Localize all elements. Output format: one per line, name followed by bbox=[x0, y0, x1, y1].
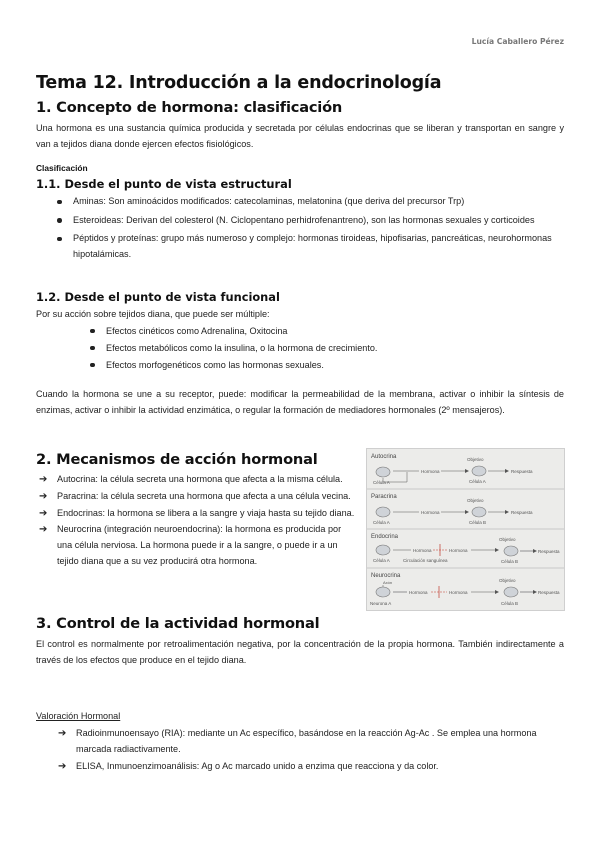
clasificacion-label: Clasificación bbox=[36, 163, 88, 173]
cell-label: Neurona A bbox=[370, 601, 392, 606]
list-item: Efectos cinéticos como Adrenalina, Oxitocina bbox=[88, 323, 558, 340]
section1-heading: 1. Concepto de hormona: clasificación bbox=[36, 99, 343, 116]
hormone-label: Hormona bbox=[409, 590, 428, 595]
arrow-icon: ➔ bbox=[58, 728, 67, 739]
valoracion-label: Valoración Hormonal bbox=[36, 711, 121, 721]
sub2-list bbox=[88, 323, 558, 374]
effect-label: Respuesta bbox=[538, 549, 560, 554]
author-header: Lucía Caballero Pérez bbox=[471, 37, 564, 46]
svg-text:Hormona: Hormona bbox=[449, 590, 468, 595]
transport-label: Circulación sanguínea bbox=[403, 558, 448, 563]
effect-label: Respuesta bbox=[511, 510, 533, 515]
list-item: ➔ Neurocrina (integración neuroendocrina): la hormona es producida por una célula nerviosa. La hormona puede ir a la sangre, o puede ir a un tejido diana que a su vez producirá otra hormona. bbox=[39, 524, 342, 566]
list-item: Efectos morfogenéticos como las hormonas sexuales. bbox=[88, 357, 558, 374]
section2-heading: 2. Mecanismos de acción hormonal bbox=[36, 451, 318, 468]
hormone-label: Hormona bbox=[421, 510, 440, 515]
panel-neurocrina bbox=[370, 573, 560, 606]
target-label: Objetivo bbox=[467, 498, 484, 503]
section3-intro: El control es normalmente por retroalimentación negativa, por la concentración de la propia hormona. También indirectamente a través de los efectos que produce en el tejido diana. bbox=[36, 639, 564, 665]
target-cell: Célula B bbox=[501, 559, 519, 564]
target-label: Objetivo bbox=[467, 457, 484, 462]
panel-paracrina bbox=[371, 494, 533, 525]
panel-title: Endocrina bbox=[371, 534, 399, 540]
arrow-icon: ➔ bbox=[39, 474, 48, 485]
sub1-list bbox=[55, 194, 565, 262]
target-label: Objetivo bbox=[499, 578, 516, 583]
list-item: Efectos metabólicos como la insulina, o la hormona de crecimiento. bbox=[88, 340, 558, 357]
section2-list bbox=[36, 472, 358, 570]
list-item: ➔ Radioinmunoensayo (RIA): mediante un Ac específico, basándose en la reacción Ag-Ac . Se emplea una hormona marcada radiactivamente. bbox=[58, 728, 537, 754]
stimulus-label: Axón bbox=[383, 580, 393, 585]
effect-label: Respuesta bbox=[511, 469, 533, 474]
svg-text:Hormona: Hormona bbox=[449, 548, 468, 553]
hormone-label: Hormona bbox=[413, 548, 432, 553]
cell-label: Célula A bbox=[373, 558, 390, 563]
mechanisms-diagram bbox=[366, 448, 565, 611]
arrow-icon: ➔ bbox=[39, 490, 48, 502]
sub2-intro: Por su acción sobre tejidos diana, que puede ser múltiple: bbox=[36, 309, 270, 319]
sub1-heading: 1.1. Desde el punto de vista estructural bbox=[36, 177, 292, 191]
arrow-icon: ➔ bbox=[39, 507, 48, 519]
sub2-heading: 1.2. Desde el punto de vista funcional bbox=[36, 290, 280, 304]
panel-title: Autocrina bbox=[371, 454, 397, 460]
cell-label: Célula A bbox=[373, 520, 390, 525]
arrow-icon: ➔ bbox=[39, 524, 48, 536]
panel-title: Neurocrina bbox=[371, 573, 401, 579]
list-item: ➔ Autocrina: la célula secreta una hormona que afecta a la misma célula. bbox=[36, 472, 358, 488]
sub2-closing: Cuando la hormona se une a su receptor, puede: modificar la permeabilidad de la membrana, activar o inhibir la síntesis de enzimas, activar o inhibir la actividad enzimática, o regular la formación de mediadores hormonales (2º mensajeros). bbox=[36, 389, 564, 415]
effect-label: Respuesta bbox=[538, 590, 560, 595]
arrow-icon: ➔ bbox=[58, 760, 67, 772]
panel-autocrina bbox=[371, 454, 533, 485]
section3-heading: 3. Control de la actividad hormonal bbox=[36, 615, 320, 632]
list-item: Péptidos y proteínas: grupo más numeroso y complejo: hormonas tiroideas, hipofisarias, pancreáticas, neurohormonas hipotalámicas. bbox=[55, 231, 565, 262]
list-item: Esteroideas: Derivan del colesterol (N. Ciclopentano perhidrofenantreno), son las hormonas sexuales y corticoides bbox=[55, 213, 565, 229]
section1-intro: Una hormona es una sustancia química producida y secretada por células endocrinas que se liberan y transportan en sangre y van a tejidos diana donde ejercen efectos fisiológicos. bbox=[36, 123, 564, 149]
target-cell: Célula B bbox=[501, 601, 519, 606]
section3-list bbox=[55, 726, 565, 774]
list-item: ➔ ELISA, Inmunoenzimoanálisis: Ag o Ac marcado unido a enzima que reacciona y da color. bbox=[55, 759, 565, 775]
page-title: Tema 12. Introducción a la endocrinología bbox=[36, 73, 442, 93]
list-item: ➔ Paracrina: la célula secreta una hormona que afecta a una célula vecina. bbox=[36, 489, 358, 505]
panel-title: Paracrina bbox=[371, 494, 397, 500]
hormone-label: Hormona bbox=[421, 469, 440, 474]
list-item: Aminas: Son aminoácidos modificados: catecolaminas, melatonina (que deriva del precursor Trp) bbox=[55, 194, 565, 210]
cell-label: Célula A bbox=[373, 480, 390, 485]
target-cell: Célula A bbox=[469, 479, 486, 484]
list-item: ➔ Endocrinas: la hormona se libera a la sangre y viaja hasta su tejido diana. bbox=[36, 506, 358, 522]
target-cell: Célula B bbox=[469, 520, 487, 525]
panel-endocrina bbox=[371, 534, 560, 564]
target-label: Objetivo bbox=[499, 537, 516, 542]
